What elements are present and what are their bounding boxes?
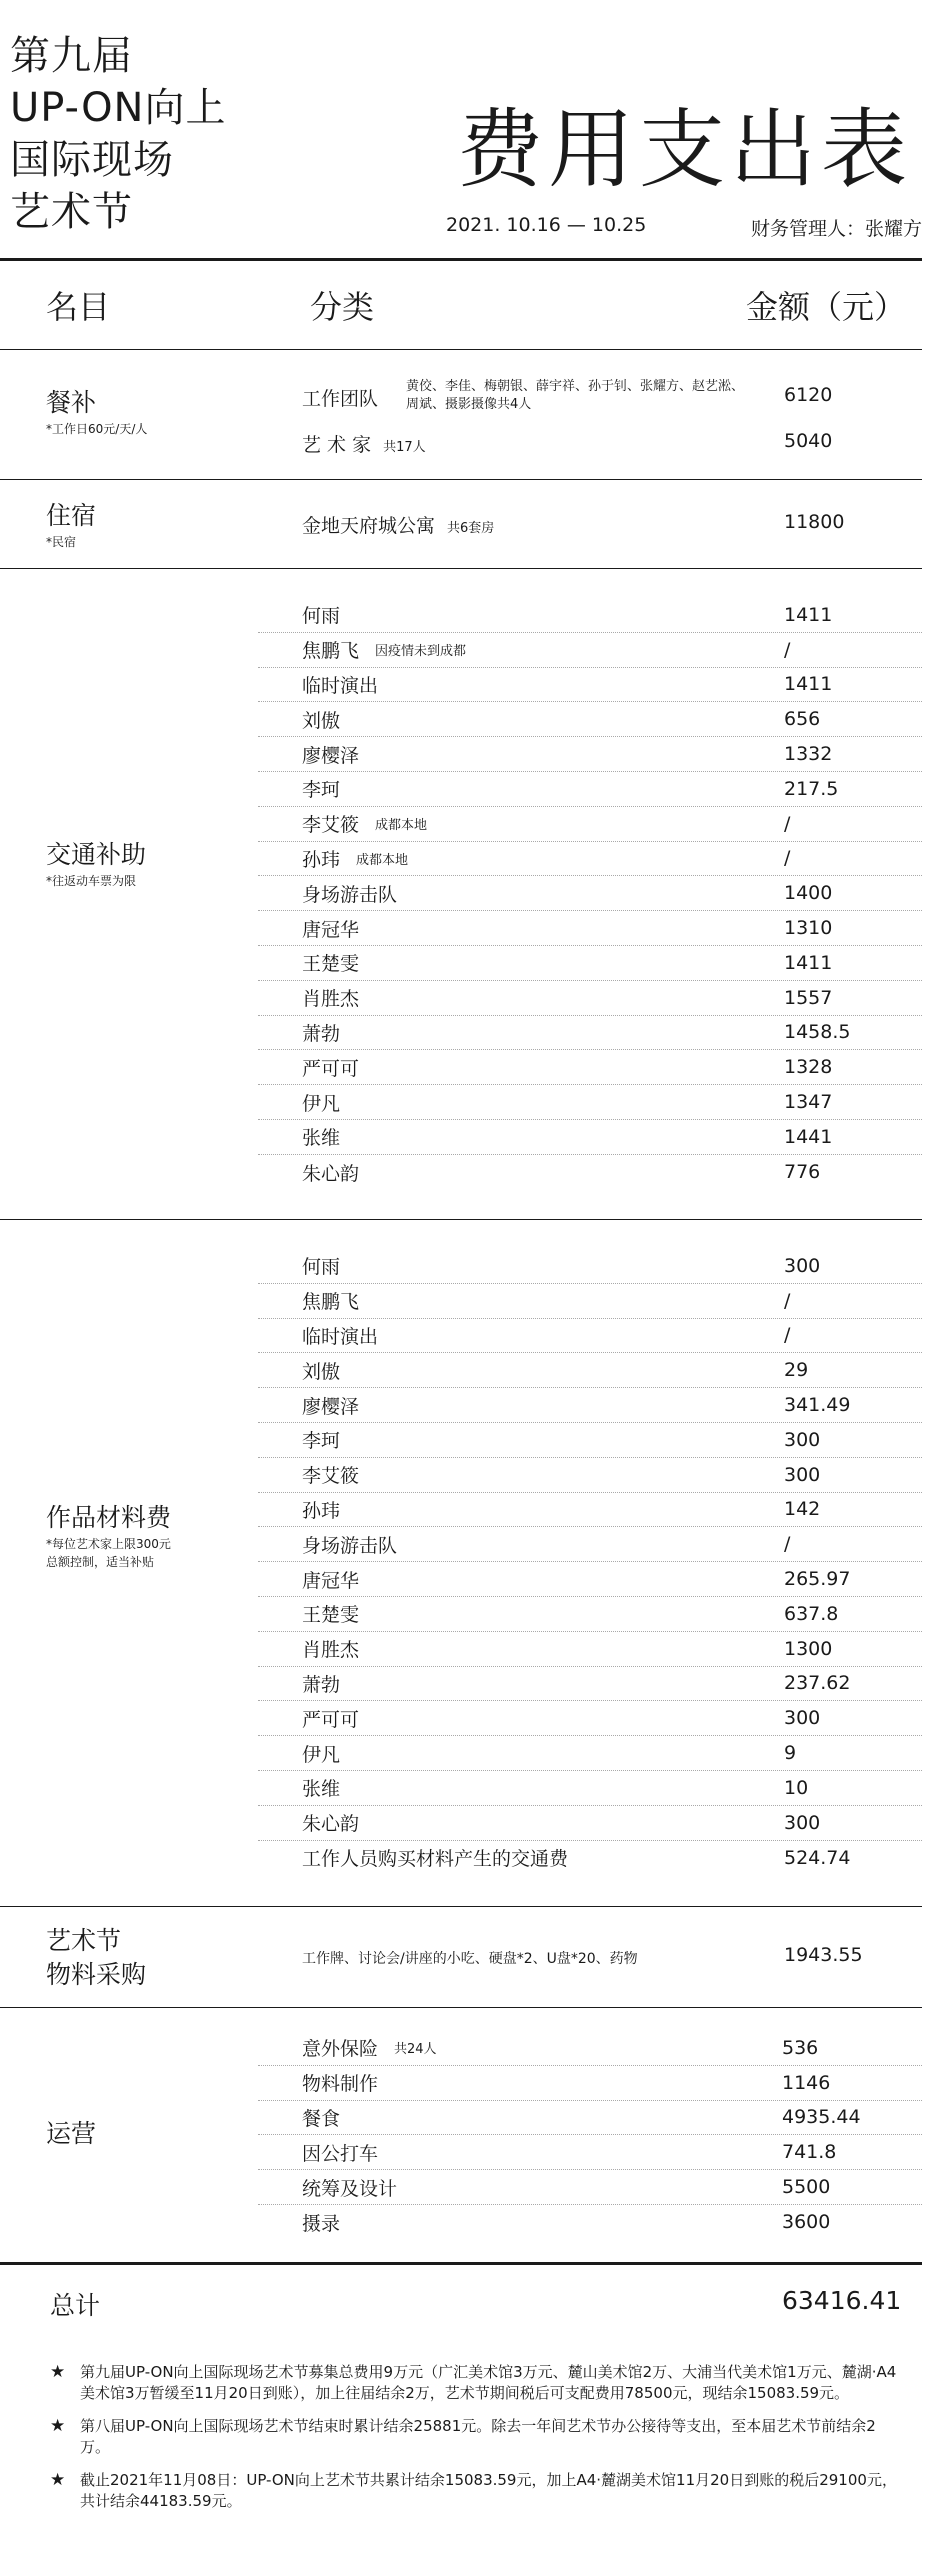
procurement-amount: 1943.55: [784, 1944, 863, 1966]
row-amount: 300: [784, 1254, 821, 1277]
row-label: 李珂: [302, 1430, 341, 1453]
table-row: [258, 807, 922, 842]
total-label: 总计: [50, 2291, 101, 2320]
row-label: 李艾筱: [302, 1465, 360, 1488]
procurement-item: 工作牌、讨论会/讲座的小吃、硬盘*2、U盘*20、药物: [302, 1951, 638, 1967]
category-operations: [46, 2117, 96, 2151]
row-label: 刘傲: [302, 709, 341, 732]
row-amount: /: [784, 812, 791, 835]
row-label: 摄录: [302, 2212, 341, 2235]
table-row: [258, 2101, 922, 2136]
meal-artist-row: [302, 430, 426, 457]
table-row: [258, 1458, 922, 1493]
row-label: 张维: [302, 1778, 341, 1801]
row-label: 萧勃: [302, 1022, 341, 1045]
star-icon: ★: [50, 2470, 66, 2490]
table-row: [258, 1667, 922, 1702]
table-row: [258, 1085, 922, 1120]
section-lodging: [0, 481, 922, 569]
table-row: [258, 1319, 922, 1354]
total-amount: 63416.41: [782, 2286, 902, 2315]
table-row: [258, 702, 922, 737]
operations-rows: [258, 2031, 922, 2240]
row-label: 李艾筱: [302, 814, 360, 837]
footnote-text: 第九届UP-ON向上国际现场艺术节募集总费用9万元（广汇美术馆3万元、麓山美术馆2万、大浦当代美术馆1万元、麓湖·A4美术馆3万暂缓至11月20日到账），加上往届结余2万，艺术节期间税后可支配费用78500元，现结余15083.59元。: [80, 2363, 897, 2402]
row-label: 伊凡: [302, 1743, 341, 1766]
row-label: 物料制作: [302, 2073, 379, 2096]
row-label: 严可可: [302, 1708, 360, 1731]
header-rule: [0, 258, 922, 261]
category-name: 运营: [46, 2119, 97, 2148]
table-row: [258, 1701, 922, 1736]
table-row: [258, 1632, 922, 1667]
table-row: [258, 1388, 922, 1423]
category-name: 餐补: [46, 388, 97, 417]
table-row: [258, 772, 922, 807]
table-row: [258, 1841, 922, 1876]
row-amount: 1347: [784, 1091, 833, 1114]
table-row: [258, 1423, 922, 1458]
row-label: 廖樱泽: [302, 1395, 360, 1418]
footnote: [50, 2416, 900, 2458]
star-icon: ★: [50, 2416, 66, 2436]
section-procurement: [0, 1908, 922, 2008]
row-amount: 1332: [784, 743, 833, 766]
category-transport: [46, 838, 146, 890]
category-meal: [46, 386, 147, 438]
row-amount: /: [784, 638, 791, 661]
lodging-item-note: 共6套房: [447, 521, 495, 536]
row-label: 王楚雯: [302, 1604, 360, 1627]
row-label: 孙玮: [302, 848, 341, 871]
row-amount: 1328: [784, 1056, 833, 1079]
row-amount: 300: [784, 1428, 821, 1451]
row-label: 何雨: [302, 1256, 341, 1279]
row-amount: 265.97: [784, 1568, 851, 1591]
category-note: *工作日60元/天/人: [46, 422, 148, 436]
row-amount: 1310: [784, 917, 833, 940]
table-row: [258, 2205, 922, 2240]
row-amount: /: [784, 1533, 791, 1556]
category-name: 住宿: [46, 501, 97, 530]
row-amount: 300: [784, 1707, 821, 1730]
table-row: [258, 1120, 922, 1155]
row-amount: 29: [784, 1359, 809, 1382]
festival-title-line: 第九届: [10, 33, 133, 79]
column-header-classification: 分类: [310, 288, 375, 326]
row-amount: 1411: [784, 673, 833, 696]
table-row: [258, 2066, 922, 2101]
row-amount: 300: [784, 1811, 821, 1834]
finance-manager: 财务管理人：张耀方: [750, 218, 922, 240]
row-label: 身场游击队: [302, 1534, 398, 1557]
row-amount: 637.8: [784, 1602, 839, 1625]
meal-artist-label: 艺 术 家: [302, 434, 372, 456]
section-operations: [0, 2009, 922, 2265]
category-note: *民宿: [46, 535, 77, 549]
festival-title-line: 国际现场: [10, 137, 174, 183]
row-label: 严可可: [302, 1057, 360, 1080]
row-label: 朱心韵: [302, 1813, 360, 1836]
lodging-item-row: [302, 511, 494, 538]
row-amount: 341.49: [784, 1394, 851, 1417]
table-row: [258, 668, 922, 703]
row-amount: 536: [782, 2036, 819, 2059]
festival-title-line: 艺术节: [10, 189, 133, 235]
row-label: 焦鹏飞: [302, 1291, 360, 1314]
row-label: 统筹及设计: [302, 2177, 398, 2200]
table-row: [258, 1249, 922, 1284]
row-note: 成都本地: [375, 818, 428, 834]
table-row: [258, 1806, 922, 1841]
row-amount: 10: [784, 1776, 809, 1799]
meal-artist-amount: 5040: [784, 430, 833, 452]
row-label: 因公打车: [302, 2142, 379, 2165]
category-name: 作品材料费: [46, 1503, 172, 1532]
materials-rows: [258, 1249, 922, 1875]
category-procurement: [46, 1924, 146, 1992]
row-amount: 300: [784, 1463, 821, 1486]
section-transport: [0, 570, 922, 1220]
table-row: [258, 1493, 922, 1528]
table-row: [258, 1562, 922, 1597]
row-note: 因疫情未到成都: [375, 644, 467, 660]
transport-rows: [258, 598, 922, 1190]
table-row: [258, 1284, 922, 1319]
row-amount: 237.62: [784, 1672, 851, 1695]
row-amount: 1411: [784, 951, 833, 974]
table-row: [258, 1050, 922, 1085]
row-amount: 741.8: [782, 2141, 837, 2164]
row-label: 意外保险: [302, 2038, 379, 2061]
row-amount: /: [784, 1289, 791, 1312]
table-row: [258, 1597, 922, 1632]
table-row: [258, 633, 922, 668]
row-amount: /: [784, 1324, 791, 1347]
meal-team-note: 黄佼、李佳、梅朝银、薛宇祥、孙于钊、张耀方、赵艺淞、周斌、摄影摄像共4人: [406, 379, 745, 412]
table-row: [258, 1527, 922, 1562]
row-label: 何雨: [302, 605, 341, 628]
row-note: 成都本地: [356, 852, 409, 868]
column-header-category: 名目: [46, 288, 111, 326]
category-note: *往返动车票为限: [46, 874, 137, 888]
row-label: 焦鹏飞: [302, 640, 360, 663]
table-row: [258, 911, 922, 946]
row-label: 餐食: [302, 2107, 341, 2130]
star-icon: ★: [50, 2362, 66, 2382]
row-label: 孙玮: [302, 1499, 341, 1522]
section-meal: [0, 350, 922, 480]
festival-title-line: UP-ON向上: [10, 85, 227, 131]
footnotes: [50, 2362, 900, 2524]
category-note: 总额控制，适当补贴: [46, 1555, 155, 1569]
category-materials: [46, 1501, 171, 1571]
row-amount: 1411: [784, 603, 833, 626]
footnote-text: 截止2021年11月08日：UP-ON向上艺术节共累计结余15083.59元，加上A4·麓湖美术馆11月20日到账的税后29100元，共计结余44183.59元。: [80, 2471, 897, 2510]
row-amount: 217.5: [784, 777, 839, 800]
row-label: 工作人员购买材料产生的交通费: [302, 1848, 569, 1871]
footnote: [50, 2470, 900, 2512]
row-amount: 656: [784, 708, 821, 731]
row-label: 临时演出: [302, 674, 379, 697]
row-amount: 524.74: [784, 1846, 851, 1869]
table-row: [258, 737, 922, 772]
row-amount: 1441: [784, 1125, 833, 1148]
section-materials: [0, 1221, 922, 1907]
meal-team-amount: 6120: [784, 384, 833, 406]
row-amount: /: [784, 847, 791, 870]
table-row: [258, 876, 922, 911]
table-row: [258, 1353, 922, 1388]
category-name: 物料采购: [46, 1960, 147, 1989]
category-name: 交通补助: [46, 840, 147, 869]
table-row: [258, 946, 922, 981]
row-amount: 1557: [784, 986, 833, 1009]
category-note: *每位艺术家上限300元: [46, 1537, 171, 1551]
row-amount: 142: [784, 1498, 821, 1521]
row-label: 刘傲: [302, 1360, 341, 1383]
row-amount: 4935.44: [782, 2106, 861, 2129]
row-label: 唐冠华: [302, 918, 360, 941]
row-label: 朱心韵: [302, 1162, 360, 1185]
row-amount: 1458.5: [784, 1021, 851, 1044]
table-row: [258, 1771, 922, 1806]
row-label: 萧勃: [302, 1673, 341, 1696]
meal-artist-note: 共17人: [383, 440, 426, 455]
table-row: [258, 2135, 922, 2170]
table-row: [258, 842, 922, 877]
row-amount: 5500: [782, 2176, 831, 2199]
row-label: 廖樱泽: [302, 744, 360, 767]
category-lodging: [46, 499, 96, 551]
row-amount: 1300: [784, 1637, 833, 1660]
document-title: 费用支出表: [457, 100, 912, 200]
table-row: [258, 2170, 922, 2205]
row-amount: 9: [784, 1742, 797, 1765]
row-label: 唐冠华: [302, 1569, 360, 1592]
row-note: 共24人: [394, 2042, 437, 2058]
category-name: 艺术节: [46, 1926, 122, 1955]
table-row: [258, 1736, 922, 1771]
table-row: [258, 2031, 922, 2066]
table-row: [258, 1016, 922, 1051]
date-range: 2021. 10.16 — 10.25: [446, 214, 647, 236]
row-label: 伊凡: [302, 1092, 341, 1115]
table-row: [258, 598, 922, 633]
row-amount: 1400: [784, 882, 833, 905]
column-header-amount: 金额（元）: [746, 288, 907, 326]
row-label: 张维: [302, 1127, 341, 1150]
row-label: 临时演出: [302, 1325, 379, 1348]
footnote: [50, 2362, 900, 2404]
lodging-amount: 11800: [784, 511, 845, 533]
meal-team-label: 工作团队: [302, 388, 379, 410]
row-label: 肖胜杰: [302, 1639, 360, 1662]
table-row: [258, 1155, 922, 1190]
row-label: 王楚雯: [302, 953, 360, 976]
festival-title: [10, 30, 310, 238]
lodging-item: 金地天府城公寓: [302, 515, 436, 537]
row-amount: 1146: [782, 2071, 831, 2094]
row-label: 身场游击队: [302, 883, 398, 906]
row-amount: 3600: [782, 2211, 831, 2234]
footnote-text: 第八届UP-ON向上国际现场艺术节结束时累计结余25881元。除去一年间艺术节办公接待等支出，至本届艺术节前结余2万。: [80, 2417, 876, 2456]
table-row: [258, 981, 922, 1016]
row-amount: 776: [784, 1161, 821, 1184]
row-label: 肖胜杰: [302, 988, 360, 1011]
row-label: 李珂: [302, 779, 341, 802]
